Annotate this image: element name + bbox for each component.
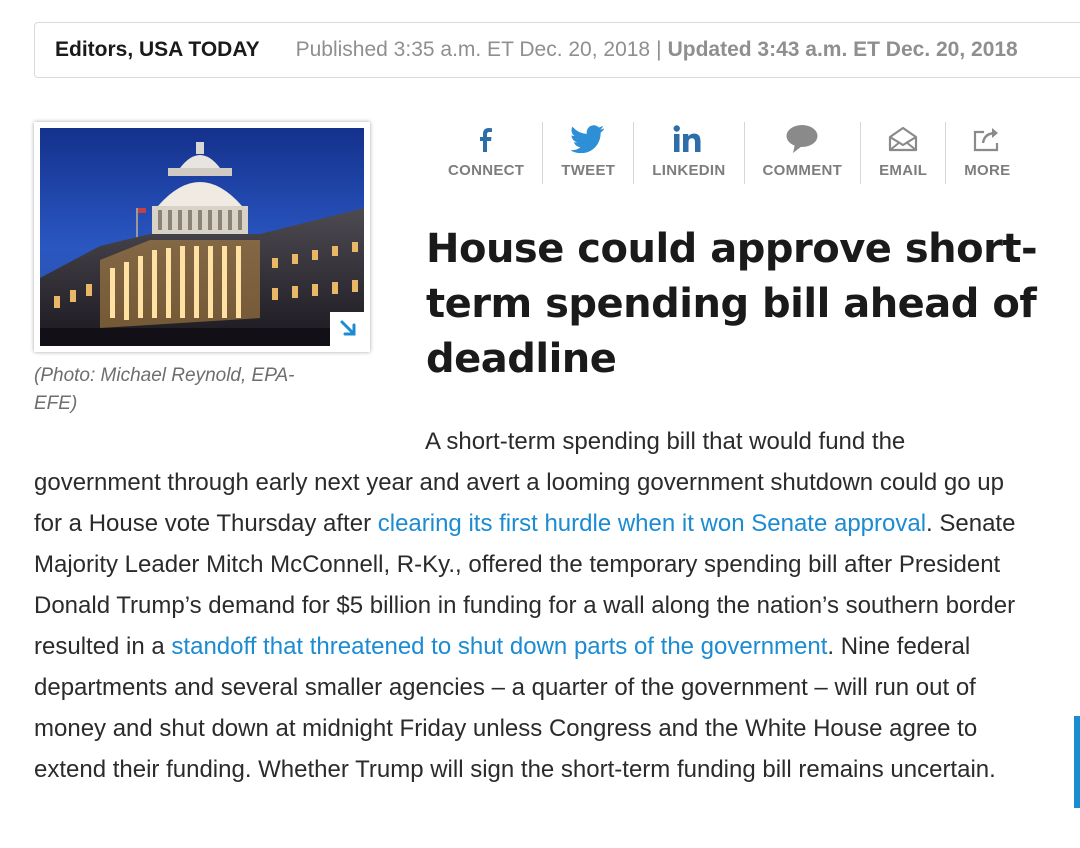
photo-caption: (Photo: Michael Reynold, EPA-EFE)	[34, 365, 295, 414]
comment-icon	[785, 122, 819, 156]
us-capitol-photo	[40, 128, 364, 346]
body-text-part-3: . Nine federal departments and several smaller agencies – a quarter of the government – will run out of money and shut down at midnight Friday unless Congress and the White House agree to extend their funding. Whether Trump will sign the short-term funding bill remains uncertain.	[34, 633, 996, 783]
twitter-icon	[571, 122, 605, 156]
email-icon	[888, 122, 918, 156]
published-timestamp: Published 3:35 a.m. ET Dec. 20, 2018	[295, 38, 651, 61]
share-bar	[430, 122, 1028, 184]
senate-approval-link[interactable]: clearing its first hurdle when it won Senate approval	[377, 510, 927, 537]
byline-bar	[34, 22, 1080, 78]
share-more-label: MORE	[964, 162, 1011, 179]
share-email-label: EMAIL	[879, 162, 928, 179]
linkedin-icon	[673, 122, 705, 156]
body-text-part-1: A short-term spending bill that would fund the government through early next year and avert a looming government shutdown could go up for a House vote Thursday after	[34, 428, 1004, 537]
body-text-part-2: . Senate Majority Leader Mitch McConnell, R-Ky., offered the temporary spending bill after President Donald Trump’s demand for $5 billion in funding for a wall along the nation’s southern border resulted in a	[34, 510, 1016, 660]
share-more-button[interactable]	[945, 122, 1028, 184]
share-comment-label: COMMENT	[762, 162, 843, 179]
article-photo[interactable]	[34, 122, 370, 352]
share-linkedin-label: LINKEDIN	[652, 162, 726, 179]
share-email-button[interactable]	[860, 122, 945, 184]
byline-author[interactable]: Editors, USA TODAY	[55, 38, 260, 61]
side-accent-bar	[1074, 716, 1080, 808]
shutdown-standoff-link[interactable]: standoff that threatened to shut down parts of the government	[171, 633, 828, 660]
updated-timestamp: Updated 3:43 a.m. ET Dec. 20, 2018	[667, 38, 1018, 61]
share-comment-button[interactable]	[744, 122, 861, 184]
expand-photo-button[interactable]	[330, 312, 366, 348]
share-facebook-label: CONNECT	[448, 162, 525, 179]
article-headline: House could approve short-term spending bill ahead of deadline	[426, 226, 1038, 382]
expand-arrow-icon	[338, 318, 358, 343]
byline-separator: |	[656, 38, 662, 61]
share-facebook-button[interactable]	[430, 122, 542, 184]
share-more-icon	[972, 122, 1002, 156]
share-linkedin-button[interactable]	[633, 122, 743, 184]
share-twitter-button[interactable]	[542, 122, 633, 184]
facebook-icon	[476, 122, 496, 156]
article-body	[34, 421, 1034, 790]
share-twitter-label: TWEET	[561, 162, 616, 179]
